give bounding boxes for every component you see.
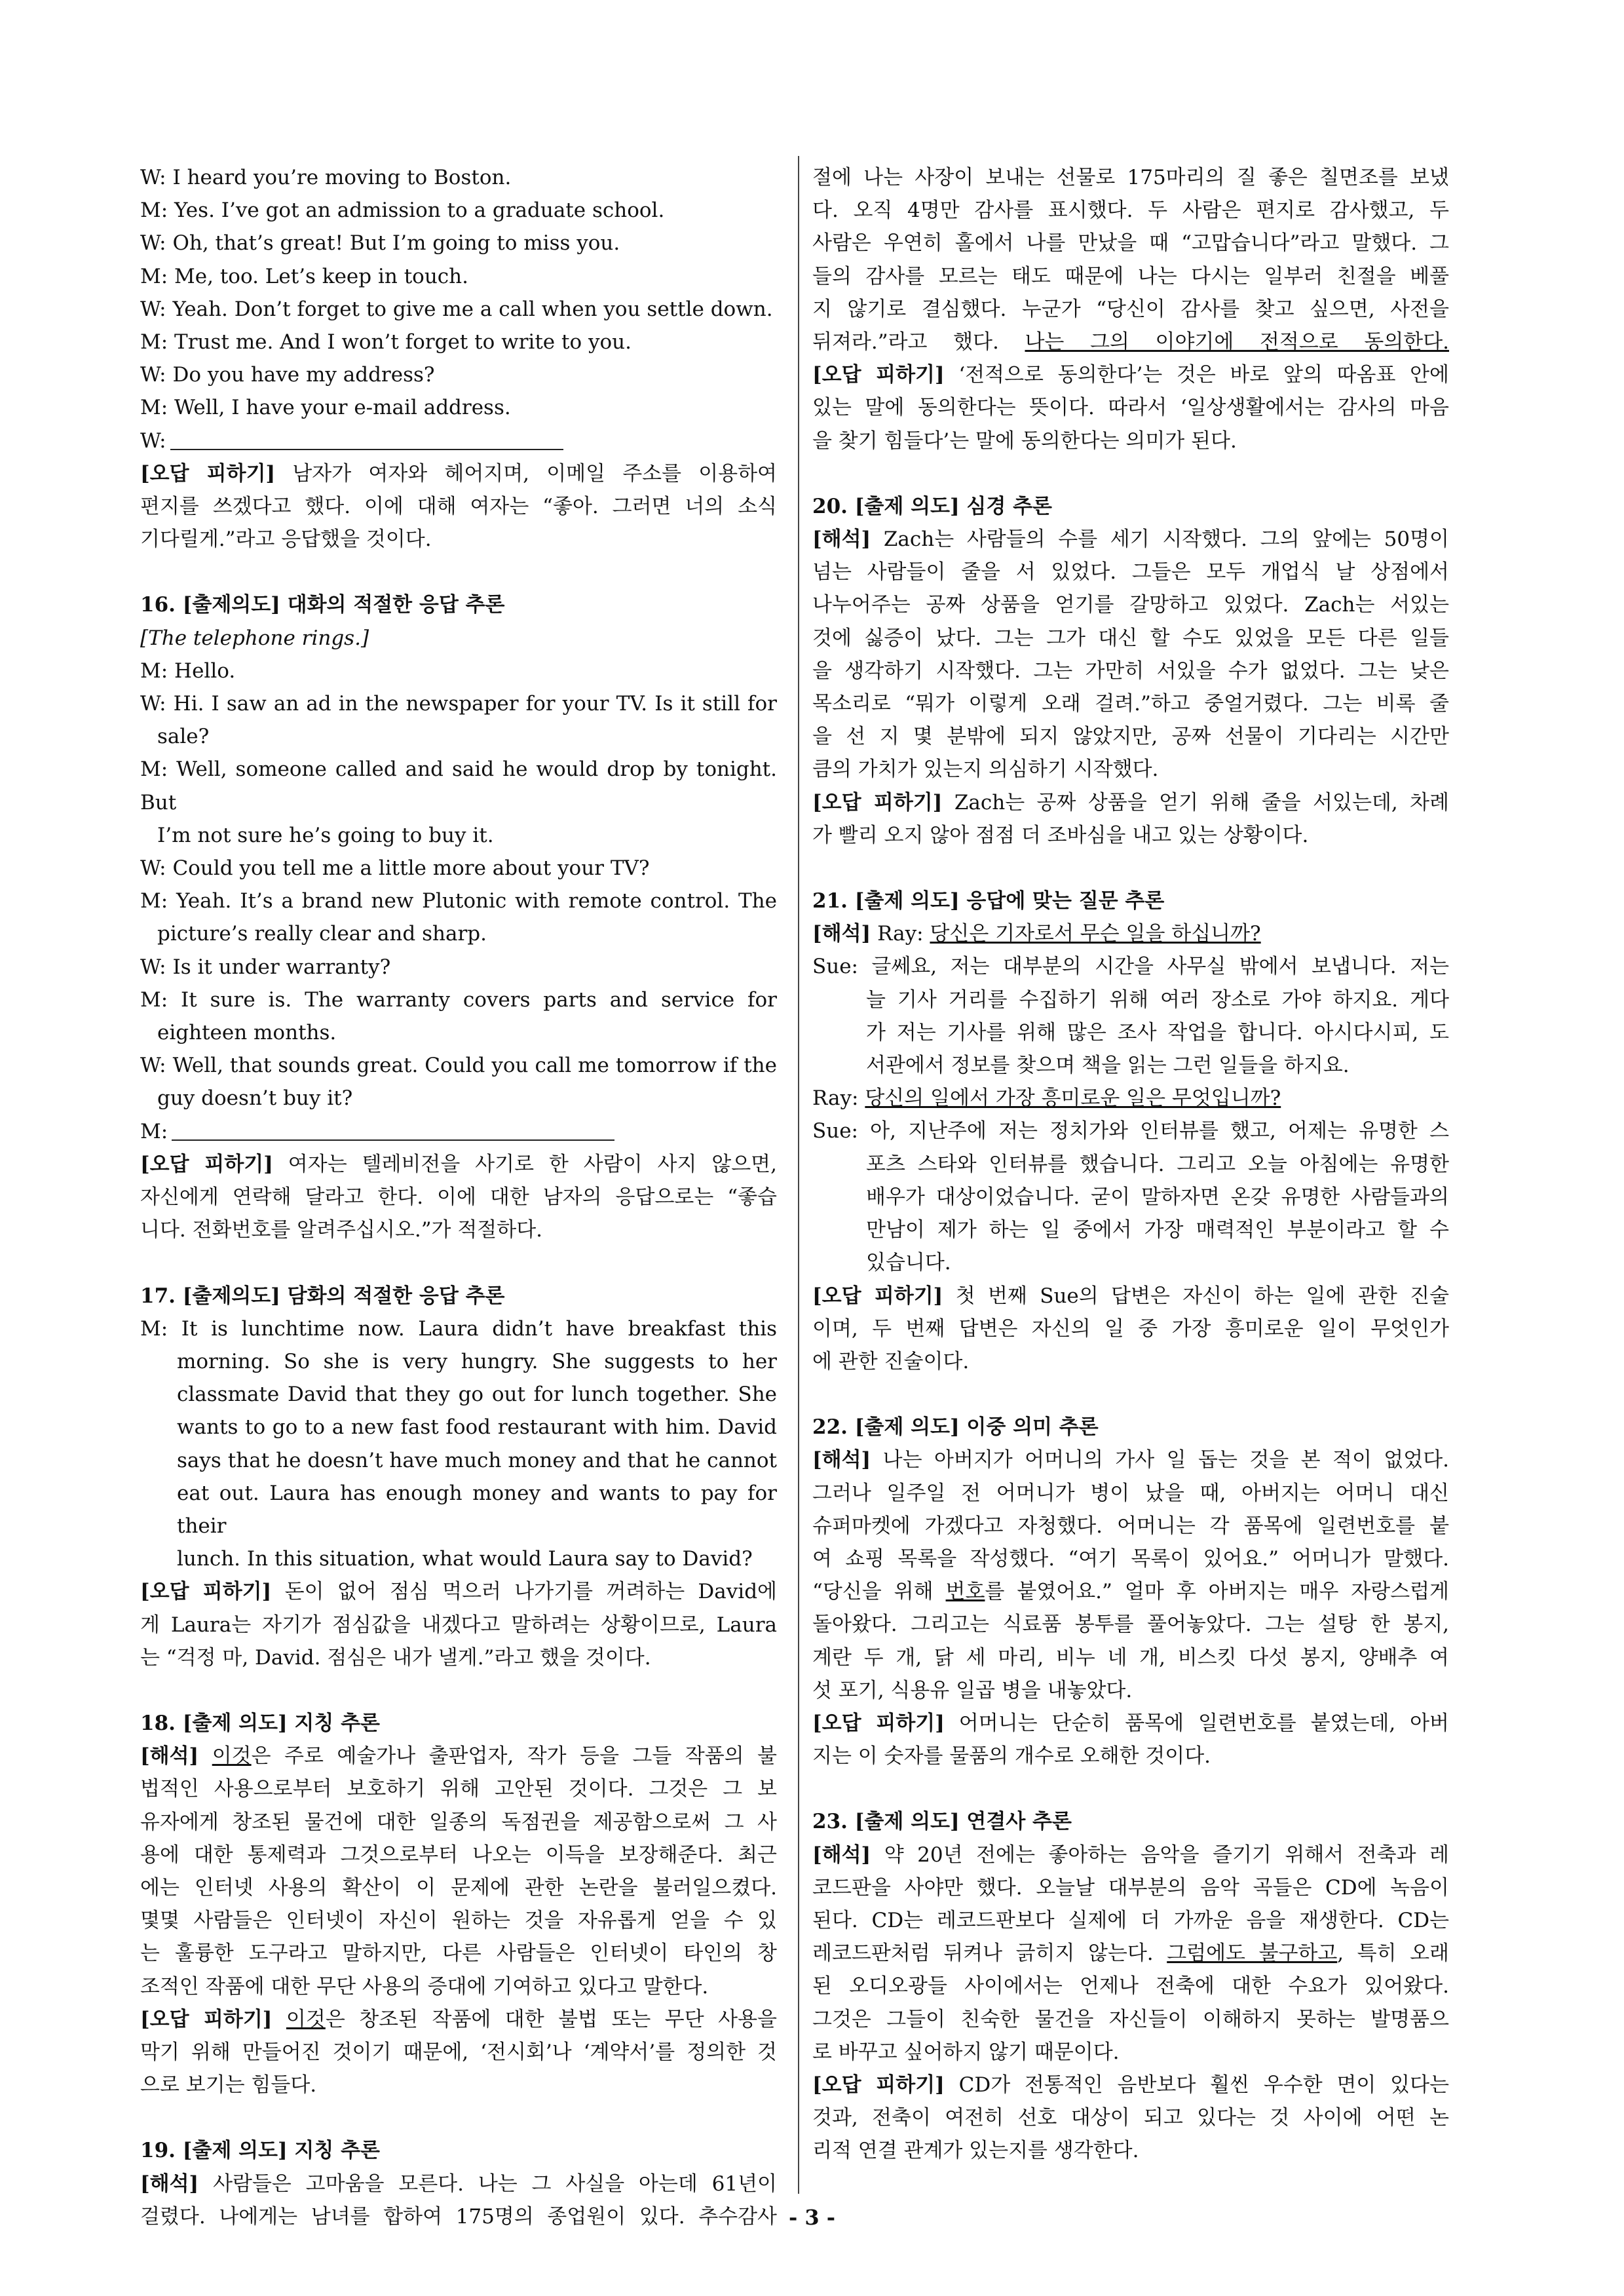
section-heading: 20. [출제 의도] 심경 추론 [812, 494, 1053, 518]
label-tag: [오답 피하기] [812, 2073, 945, 2097]
text-line: M: [140, 1115, 777, 1148]
text-line: 있습니다. [866, 1251, 951, 1275]
text-line: W: Oh, that’s great! But I’m going to miss you. [140, 231, 620, 256]
text-line: 뒤져라.”라고 했다. 나는 그의 이야기에 전적으로 동의한다. [812, 330, 1450, 354]
text-line: 절에 나는 사장이 보내는 선물로 175마리의 질 좋은 칠면조를 보냈 [812, 166, 1449, 189]
section-gap [140, 556, 777, 588]
section-gap [812, 457, 1449, 490]
text-line: 사람은 우연히 홀에서 나를 만났을 때 “고맙습니다”라고 말했다. 그 [812, 231, 1449, 256]
text-line: 돌아왔다. 그리고는 식료품 봉투를 풀어놓았다. 그는 설탕 한 봉지, [812, 1613, 1449, 1637]
text-line: M: Hello. [140, 659, 236, 683]
text-line: 이며, 두 번째 답변은 자신의 일 중 가장 흥미로운 일이 무엇인가 [812, 1316, 1449, 1341]
text-line: 나누어주는 공짜 상품을 얻기를 갈망하고 있었다. Zach는 서있는 [812, 593, 1449, 617]
text-line: [오답 피하기] 남자가 여자와 헤어지며, 이메일 주소를 이용하여 [140, 461, 777, 486]
text-line: M: Trust me. And I won’t forget to write to you. [140, 330, 632, 354]
text-line: [해석] Ray: 당신은 기자로서 무슨 일을 하십니까? [812, 922, 1261, 946]
column-divider [798, 156, 799, 2194]
text-line: W: [140, 425, 777, 457]
text-line: 서관에서 정보를 찾으며 책을 읽는 그런 일들을 하지요. [866, 1054, 1350, 1078]
label-tag: [해석] [140, 2172, 199, 2196]
label-tag: [오답 피하기] [812, 1284, 943, 1308]
label-tag: [오답 피하기] [140, 1152, 273, 1176]
label-tag: [오답 피하기] [140, 1580, 272, 1604]
text-line: 가 저는 기사를 위해 많은 조사 작업을 합니다. 아시다시피, 도 [866, 1020, 1449, 1044]
text-line: 는 “걱정 마, David. 점심은 내가 낼게.”라고 했을 것이다. [140, 1645, 651, 1670]
text-line: 는 훌륭한 도구라고 말하지만, 다른 사람들은 인터넷이 타인의 창 [140, 1942, 777, 1966]
text-line: [오답 피하기] Zach는 공짜 상품을 얻기 위해 줄을 서있는데, 차례 [812, 790, 1449, 814]
text-line: 것과, 전축이 여전히 선호 대상이 되고 있다는 것 사이에 어떤 논 [812, 2106, 1449, 2130]
section-heading: 19. [출제 의도] 지칭 추론 [140, 2139, 381, 2163]
label-tag: [오답 피하기] [140, 461, 276, 486]
text-line: 그러나 일주일 전 어머니가 병이 났을 때, 아버지는 어머니 대신 [812, 1481, 1449, 1505]
text-line: 지는 이 숫자를 물품의 개수로 오해한 것이다. [812, 1744, 1211, 1769]
text-line: W: Hi. I saw an ad in the newspaper for your TV. Is it still for [140, 692, 777, 716]
text-line: morning. So she is very hungry. She suggests to her [177, 1349, 777, 1373]
text-line: 레코드판처럼 뒤켜나 긁히지 않는다. 그럼에도 불구하고, 특히 오래 [812, 1942, 1449, 1966]
text-line: 기다릴게.”라고 응답했을 것이다. [140, 527, 432, 552]
text-line: eat out. Laura has enough money and wants to pay for their [177, 1481, 777, 1538]
text-line: 목소리로 “뭐가 이렇게 오래 걸려.”하고 중얼거렸다. 그는 비록 줄 [812, 692, 1449, 716]
text-line: [오답 피하기] CD가 전통적인 음반보다 훨씬 우수한 면이 있다는 [812, 2073, 1449, 2097]
text-line: “당신을 위해 번호를 붙였어요.” 얼마 후 아버지는 매우 자랑스럽게 [812, 1580, 1449, 1604]
label-tag: [해석] [812, 1448, 871, 1472]
section-gap [140, 1247, 777, 1280]
label-tag: [오답 피하기] [812, 363, 945, 387]
text-line: 것에 싫증이 났다. 그는 그가 대신 할 수도 있었을 모든 다른 일들 [812, 626, 1449, 650]
text-line: I’m not sure he’s going to buy it. [157, 823, 494, 847]
right-column [812, 161, 1449, 2168]
text-line: 슈퍼마켓에 가겠다고 자청했다. 어머니는 각 품목에 일련번호를 붙 [812, 1514, 1449, 1538]
label-tag: [해석] [812, 1843, 871, 1867]
underlined-text: 나는 그의 이야기에 전적으로 동의한다. [1025, 330, 1450, 354]
underlined-text: 이것 [286, 2007, 326, 2031]
text-line: 지 않기로 결심했다. 누군가 “당신이 감사를 찾고 싶으면, 사전을 [812, 297, 1449, 321]
text-line: 막기 위해 만들어진 것이기 때문에, ‘전시회’나 ‘계약서’를 정의한 것 [140, 2040, 777, 2064]
text-line: [오답 피하기] 돈이 없어 점심 먹으러 나가기를 꺼려하는 David에 [140, 1580, 777, 1604]
page-number: - 3 - [788, 2205, 836, 2230]
underlined-text: 당신의 일에서 가장 흥미로운 일은 무엇입니까? [865, 1086, 1281, 1111]
section-heading: 21. [출제 의도] 응답에 맞는 질문 추론 [812, 889, 1165, 913]
text-line: 그것은 그들이 친숙한 물건을 자신들이 이해하지 못하는 발명품으 [812, 2007, 1449, 2031]
underlined-text: 이것 [212, 1744, 252, 1769]
text-line: [해석] 이것은 주로 예술가나 출판업자, 작가 등을 그들 작품의 불 [140, 1744, 777, 1769]
text-line: M: Well, I have your e-mail address. [140, 396, 511, 420]
text-line: M: It is lunchtime now. Laura didn’t have breakfast this [140, 1316, 777, 1341]
text-line: 코드판을 사야만 했다. 오늘날 대부분의 음악 곡들은 CD에 녹음이 [812, 1875, 1449, 1900]
text-line: 으로 보기는 힘들다. [140, 2073, 317, 2097]
text-line: M: It sure is. The warranty covers parts and service for [140, 987, 777, 1012]
label-tag: [해석] [812, 922, 871, 946]
text-line: W: Well, that sounds great. Could you call me tomorrow if the [140, 1054, 777, 1078]
label-tag: [오답 피하기] [812, 1711, 945, 1735]
label-tag: [해석] [812, 527, 871, 552]
section-gap [140, 1674, 777, 1707]
text-line: 조적인 작품에 대한 무단 사용의 증대에 기여하고 있다고 말한다. [140, 1974, 709, 1999]
text-line: W: I heard you’re moving to Boston. [140, 166, 512, 189]
section-gap [812, 852, 1449, 885]
text-line: eighteen months. [157, 1021, 337, 1045]
text-line: Sue: 글쎄요, 저는 대부분의 시간을 사무실 밖에서 보냅니다. 저는 [812, 955, 1449, 979]
text-line: 배우가 대상이었습니다. 굳이 말하자면 온갖 유명한 사람들과의 [866, 1185, 1449, 1209]
text-line: 을 생각하기 시작했다. 그는 가만히 서있을 수가 없었다. 그는 낮은 [812, 659, 1449, 683]
text-line: 리적 연결 관계가 있는지를 생각한다. [812, 2139, 1139, 2163]
text-line: W: Is it under warranty? [140, 955, 391, 979]
text-line: 포츠 스타와 인터뷰를 했습니다. 그리고 오늘 아침에는 유명한 [866, 1152, 1449, 1176]
text-line: M: Well, someone called and said he would drop by tonight. But [140, 757, 777, 814]
text-line: W: Could you tell me a little more about your TV? [140, 856, 650, 881]
text-line: [해석] Zach는 사람들의 수를 세기 시작했다. 그의 앞에는 50명이 [812, 527, 1449, 552]
text-line: 된다. CD는 레코드판보다 실제에 더 가까운 음을 재생한다. CD는 [812, 1908, 1449, 1932]
label-tag: [오답 피하기] [812, 790, 943, 814]
section-gap [140, 2101, 777, 2134]
answer-blank [172, 1120, 614, 1141]
text-line: 유자에게 창조된 물건에 대한 일종의 독점권을 제공함으로써 그 사 [140, 1810, 777, 1834]
text-line: 있는 말에 동의한다는 뜻이다. 따라서 ‘일상생활에서는 감사의 마음 [812, 396, 1449, 420]
text-line: picture’s really clear and sharp. [157, 922, 487, 946]
section-heading: 17. [출제의도] 담화의 적절한 응답 추론 [140, 1284, 505, 1308]
section-heading: 18. [출제 의도] 지칭 추론 [140, 1711, 381, 1735]
text-line: Sue: 아, 지난주에 저는 정치가와 인터뷰를 했고, 어제는 유명한 스 [812, 1119, 1449, 1143]
text-line: 니다. 전화번호를 알려주십시오.”가 적절하다. [140, 1218, 542, 1242]
text-line: 다. 오직 4명만 감사를 표시했다. 두 사람은 편지로 감사했고, 두 [812, 199, 1449, 223]
text-line: classmate David that they go out for lunch together. She [177, 1383, 777, 1407]
section-gap [812, 1772, 1449, 1805]
text-line: M: Me, too. Let’s keep in touch. [140, 264, 468, 288]
text-line: [오답 피하기] ‘전적으로 동의한다’는 것은 바로 앞의 따옴표 안에 [812, 363, 1450, 387]
text-line: [해석] 약 20년 전에는 좋아하는 음악을 즐기기 위해서 전축과 레 [812, 1843, 1449, 1867]
text-line: 섯 포기, 식용유 일곱 병을 내놓았다. [812, 1678, 1133, 1702]
text-line: wants to go to a new fast food restaurant with him. David [177, 1415, 777, 1440]
text-line: 법적인 사용으로부터 보호하기 위해 고안된 것이다. 그것은 그 보 [140, 1777, 777, 1801]
text-line: 용에 대한 통제력과 그것으로부터 나오는 이득을 보장해준다. 최근 [140, 1843, 777, 1867]
section-gap [812, 1378, 1449, 1411]
text-line: W: Yeah. Don’t forget to give me a call when you settle down. [140, 297, 773, 321]
text-line: 큼의 가치가 있는지 의심하기 시작했다. [812, 757, 1159, 782]
text-line: guy doesn’t buy it? [157, 1086, 353, 1111]
text-line: 에 관한 진술이다. [812, 1349, 970, 1373]
text-line: [해석] 사람들은 고마움을 모른다. 나는 그 사실을 아는데 61년이 [140, 2172, 777, 2196]
text-line: 편지를 쓰겠다고 했다. 이에 대해 여자는 “좋아. 그러면 너의 소식 [140, 495, 777, 519]
text-line: M: Yes. I’ve got an admission to a graduate school. [140, 199, 665, 223]
underlined-text: 당신은 기자로서 무슨 일을 하십니까? [930, 922, 1261, 946]
text-line: 계란 두 개, 닭 세 마리, 비누 네 개, 비스킷 다섯 봉지, 양배추 여 [812, 1645, 1449, 1670]
label-tag: [오답 피하기] [140, 2007, 273, 2031]
text-line: 가 빨리 오지 않아 점점 더 조바심을 내고 있는 상황이다. [812, 823, 1309, 847]
answer-blank [170, 429, 563, 450]
text-line: Ray: 당신의 일에서 가장 흥미로운 일은 무엇입니까? [812, 1086, 1281, 1111]
text-line: 된 오디오광들 사이에서는 언제나 전축에 대한 수요가 있어왔다. [812, 1974, 1449, 1999]
text-line: 을 선 지 몇 분밖에 되지 않았지만, 공짜 선물이 기다리는 시간만 [812, 725, 1449, 749]
text-line: 걸렸다. 나에게는 남녀를 합하여 175명의 종업원이 있다. 추수감사 [140, 2204, 777, 2229]
text-line: [해석] 나는 아버지가 어머니의 가사 일 돕는 것을 본 적이 없었다. [812, 1448, 1449, 1472]
text-line: 늘 기사 거리를 수집하기 위해 여러 장소로 가야 하지요. 게다 [866, 987, 1449, 1012]
text-line: 에는 인터넷 사용의 확산이 이 문제에 관한 논란을 불러일으켰다. [140, 1875, 777, 1900]
underlined-text: 번호 [945, 1580, 985, 1604]
text-line: [오답 피하기] 첫 번째 Sue의 답변은 자신이 하는 일에 관한 진술 [812, 1284, 1450, 1308]
text-line: M: Yeah. It’s a brand new Plutonic with remote control. The [140, 889, 777, 913]
text-line: 몇몇 사람들은 인터넷이 자신이 원하는 것을 자유롭게 얻을 수 있 [140, 1909, 777, 1933]
text-line: 만남이 제가 하는 일 중에서 가장 매력적인 부분이라고 할 수 [866, 1218, 1449, 1242]
text-line: W: Do you have my address? [140, 363, 435, 387]
text-line: 게 Laura는 자기가 점심값을 내겠다고 말하려는 상황이므로, Laura [140, 1613, 777, 1637]
section-heading: 23. [출제 의도] 연결사 추론 [812, 1810, 1072, 1834]
text-line: sale? [157, 725, 210, 749]
text-line: 여 쇼핑 목록을 작성했다. “여기 목록이 있어요.” 어머니가 말했다. [812, 1546, 1449, 1571]
text-line: 넘는 사람들이 줄을 서 있었다. 그들은 모두 개업식 날 상점에서 [812, 560, 1449, 584]
section-heading: 22. [출제 의도] 이중 의미 추론 [812, 1415, 1099, 1440]
left-column [140, 161, 777, 2233]
text-line: [The telephone rings.] [140, 626, 369, 650]
section-heading: 16. [출제의도] 대화의 적절한 응답 추론 [140, 593, 505, 617]
text-line: [오답 피하기] 여자는 텔레비전을 사기로 한 사람이 사지 않으면, [140, 1152, 777, 1176]
text-line: 자신에게 연락해 달라고 한다. 이에 대한 남자의 응답으로는 “좋습 [140, 1185, 777, 1210]
underlined-text: 그럼에도 불구하고 [1167, 1942, 1338, 1966]
text-line: 을 찾기 힘들다’는 말에 동의한다는 의미가 된다. [812, 429, 1237, 453]
text-line: 로 바꾸고 싶어하지 않기 때문이다. [812, 2040, 1120, 2064]
text-line: [오답 피하기] 이것은 창조된 작품에 대한 불법 또는 무단 사용을 [140, 2007, 777, 2031]
label-tag: [해석] [140, 1744, 199, 1769]
text-line: 들의 감사를 모르는 태도 때문에 나는 다시는 일부러 친절을 베풀 [812, 264, 1449, 288]
text-line: [오답 피하기] 어머니는 단순히 품목에 일련번호를 붙였는데, 아버 [812, 1711, 1450, 1735]
text-line: says that he doesn’t have much money and that he cannot [177, 1448, 777, 1472]
text-line: lunch. In this situation, what would Laura say to David? [177, 1547, 753, 1571]
